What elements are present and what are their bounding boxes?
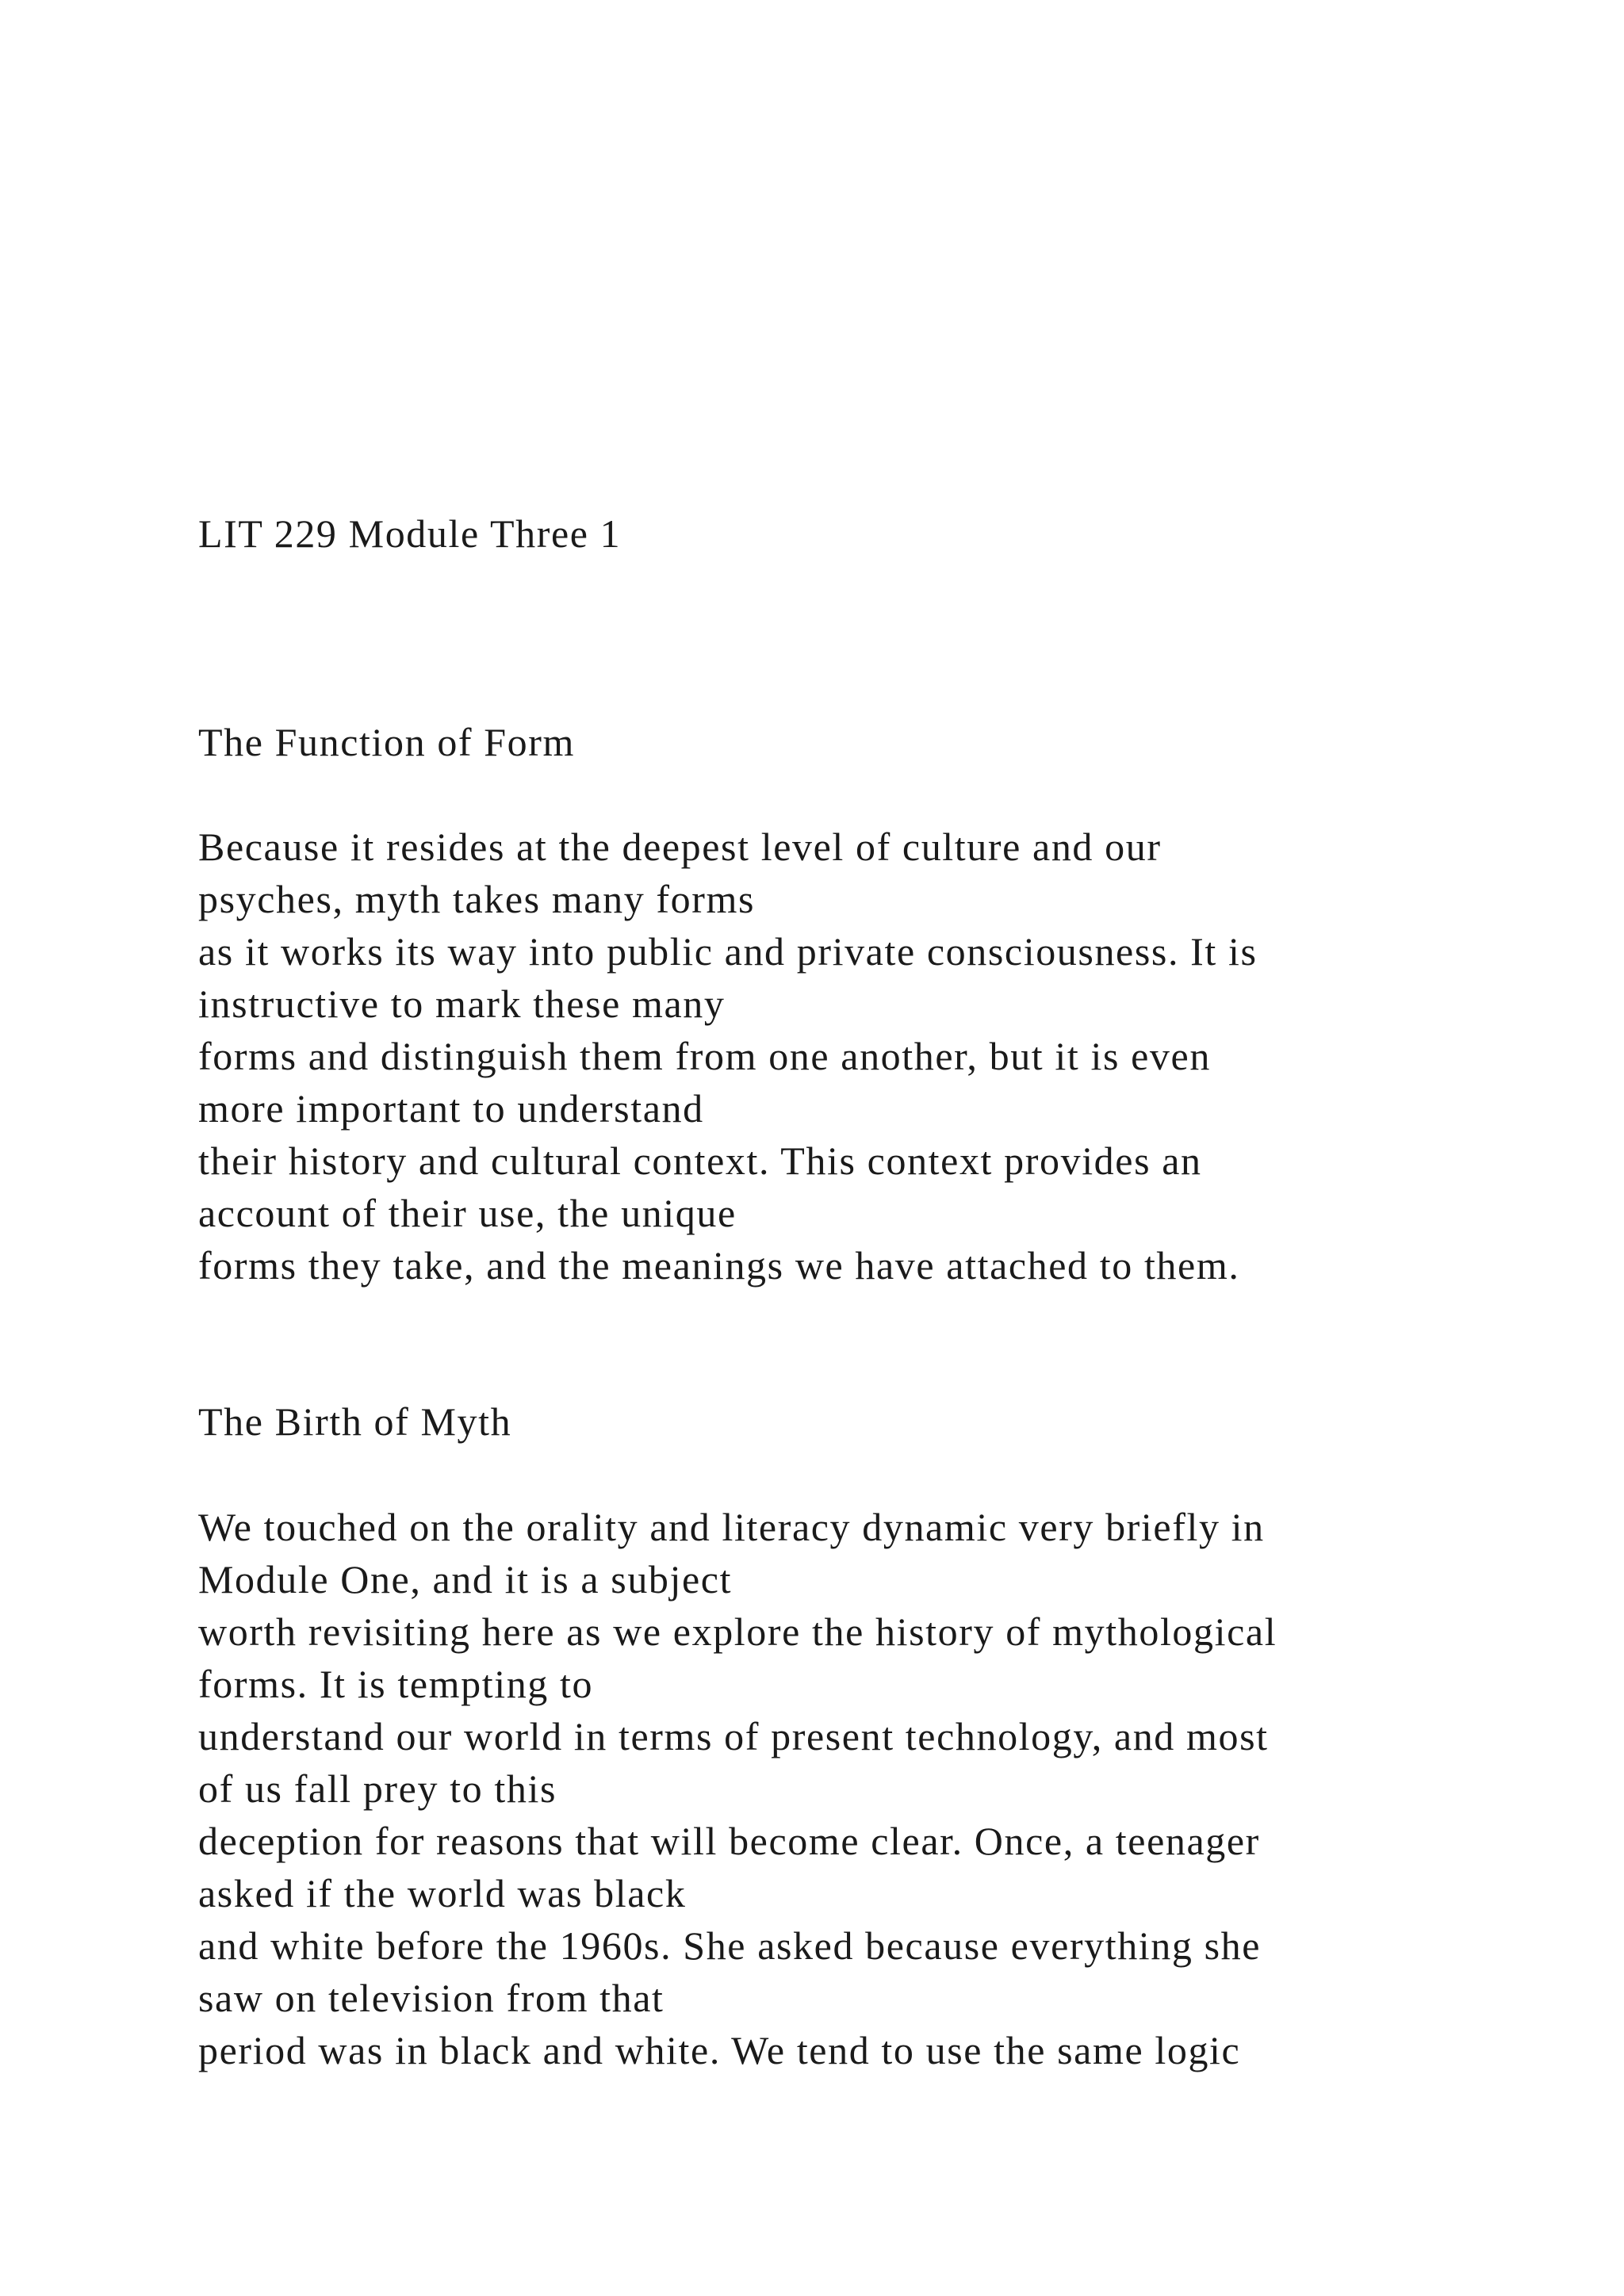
paragraph-line: worth revisiting here as we explore the history of mythological [198,1609,1277,1654]
paragraph-function-of-form [198,821,1499,1292]
paragraph-line: Module One, and it is a subject [198,1557,733,1601]
paragraph-line: of us fall prey to this [198,1766,557,1811]
paragraph-birth-of-myth [198,1501,1499,2076]
paragraph-line: understand our world in terms of present technology, and most [198,1714,1269,1758]
paragraph-line: saw on television from that [198,1976,665,2020]
paragraph-line: We touched on the orality and literacy dynamic very briefly in [198,1505,1265,1549]
paragraph-line: asked if the world was black [198,1871,687,1915]
paragraph-line: forms. It is tempting to [198,1662,594,1706]
section-heading-text: The Function of Form [198,720,576,764]
paragraph-line: deception for reasons that will become clear. Once, a teenager [198,1819,1260,1863]
paragraph-line: period was in black and white. We tend to use the same logic [198,2028,1241,2072]
paragraph-line: forms and distinguish them from one another, but it is even [198,1034,1211,1078]
paragraph-line: as it works its way into public and private consciousness. It is [198,929,1258,974]
paragraph-line: more important to understand [198,1086,704,1131]
paragraph-line: Because it resides at the deepest level of culture and our [198,825,1162,869]
paragraph-line: their history and cultural context. This context provides an [198,1138,1202,1183]
paragraph-line: psyches, myth takes many forms [198,877,756,921]
section-heading-birth-of-myth [198,1395,1499,1448]
paragraph-line: account of their use, the unique [198,1191,737,1235]
paragraph-line: instructive to mark these many [198,982,726,1026]
paragraph-line: forms they take, and the meanings we have attached to them. [198,1243,1240,1288]
running-head-text: LIT 229 Module Three 1 [198,511,622,556]
running-head [198,507,1499,560]
section-heading-text: The Birth of Myth [198,1399,512,1444]
paragraph-line: and white before the 1960s. She asked because everything she [198,1923,1262,1968]
section-heading-function-of-form [198,716,1499,768]
